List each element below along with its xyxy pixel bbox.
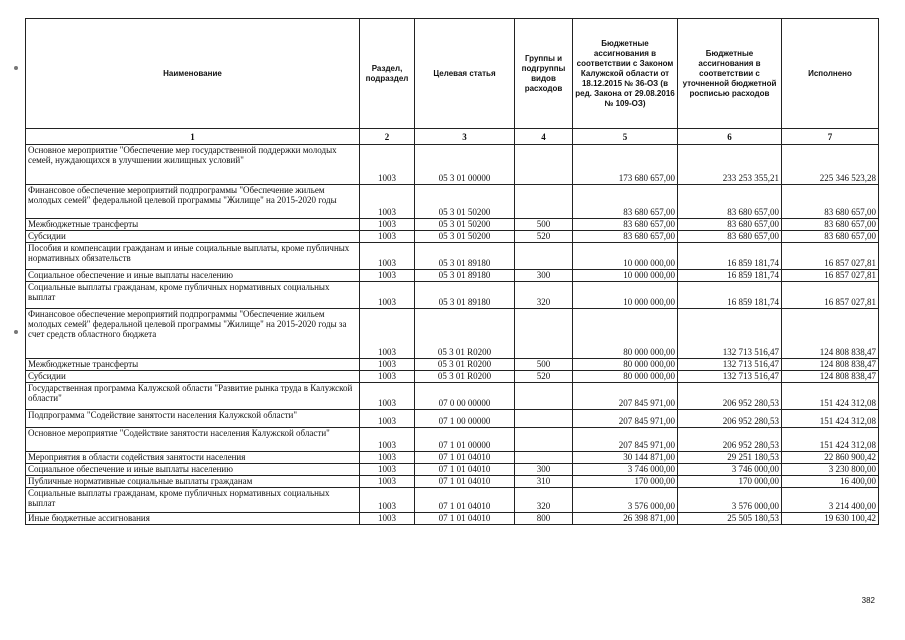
row-refined-allocation: 206 952 280,53 (678, 428, 782, 452)
row-law-allocation: 3 746 000,00 (573, 464, 678, 476)
row-target-article: 07 1 01 00000 (415, 428, 515, 452)
row-section: 1003 (360, 428, 415, 452)
table-row (26, 428, 879, 452)
column-number: 4 (515, 129, 573, 145)
row-section: 1003 (360, 371, 415, 383)
table-row (26, 145, 879, 185)
row-refined-allocation: 3 576 000,00 (678, 488, 782, 513)
row-name: Мероприятия в области содействия занятости населения (26, 452, 360, 464)
row-name: Финансовое обеспечение мероприятий подпрограммы "Обеспечение жильем молодых семей" федеральной целевой программы "Жилище" на 2015-2020 годы за счет средств областного бюджета (26, 309, 360, 359)
column-number: 1 (26, 129, 360, 145)
row-executed: 16 857 027,81 (782, 282, 879, 309)
header-section: Раздел, подраздел (360, 19, 415, 129)
row-expense-group: 520 (515, 231, 573, 243)
row-executed: 124 808 838,47 (782, 359, 879, 371)
row-executed: 83 680 657,00 (782, 231, 879, 243)
row-section: 1003 (360, 282, 415, 309)
row-executed: 19 630 100,42 (782, 513, 879, 525)
row-name: Основное мероприятие "Содействие занятости населения Калужской области" (26, 428, 360, 452)
row-law-allocation: 26 398 871,00 (573, 513, 678, 525)
punch-mark (14, 66, 18, 70)
column-number: 6 (678, 129, 782, 145)
row-section: 1003 (360, 383, 415, 410)
row-refined-allocation: 16 859 181,74 (678, 270, 782, 282)
row-name: Пособия и компенсации гражданам и иные социальные выплаты, кроме публичных нормативных обязательств (26, 243, 360, 270)
row-name: Межбюджетные трансферты (26, 359, 360, 371)
row-refined-allocation: 206 952 280,53 (678, 410, 782, 428)
row-section: 1003 (360, 270, 415, 282)
row-law-allocation: 207 845 971,00 (573, 383, 678, 410)
row-target-article: 05 3 01 50200 (415, 185, 515, 219)
row-expense-group (515, 185, 573, 219)
row-refined-allocation: 233 253 355,21 (678, 145, 782, 185)
row-name: Основное мероприятие "Обеспечение мер государственной поддержки молодых семей, нуждающихся в улучшении жилищных условий" (26, 145, 360, 185)
row-section: 1003 (360, 513, 415, 525)
row-refined-allocation: 83 680 657,00 (678, 231, 782, 243)
row-section: 1003 (360, 488, 415, 513)
row-section: 1003 (360, 464, 415, 476)
row-target-article: 05 3 01 89180 (415, 282, 515, 309)
table-row (26, 270, 879, 282)
row-refined-allocation: 132 713 516,47 (678, 371, 782, 383)
row-law-allocation: 10 000 000,00 (573, 282, 678, 309)
row-section: 1003 (360, 185, 415, 219)
row-law-allocation: 10 000 000,00 (573, 243, 678, 270)
row-name: Субсидии (26, 371, 360, 383)
row-expense-group (515, 243, 573, 270)
column-number: 5 (573, 129, 678, 145)
row-expense-group: 300 (515, 270, 573, 282)
header-refined-allocation: Бюджетные ассигнования в соответствии с уточненной бюджетной росписью расходов (678, 19, 782, 129)
header-target: Целевая статья (415, 19, 515, 129)
table-row (26, 219, 879, 231)
table-row (26, 476, 879, 488)
row-refined-allocation: 16 859 181,74 (678, 282, 782, 309)
row-law-allocation: 80 000 000,00 (573, 309, 678, 359)
column-number: 7 (782, 129, 879, 145)
row-section: 1003 (360, 410, 415, 428)
row-name: Иные бюджетные ассигнования (26, 513, 360, 525)
row-target-article: 07 1 01 04010 (415, 513, 515, 525)
row-expense-group: 320 (515, 488, 573, 513)
row-expense-group (515, 452, 573, 464)
row-name: Социальные выплаты гражданам, кроме публичных нормативных социальных выплат (26, 282, 360, 309)
row-target-article: 07 0 00 00000 (415, 383, 515, 410)
header-law-allocation: Бюджетные ассигнования в соответствии с Законом Калужской области от 18.12.2015 № 36-ОЗ (в ред. Закона от 29.08.2016 № 109-ОЗ) (573, 19, 678, 129)
row-target-article: 05 3 01 50200 (415, 219, 515, 231)
row-section: 1003 (360, 231, 415, 243)
row-name: Социальные выплаты гражданам, кроме публичных нормативных социальных выплат (26, 488, 360, 513)
row-law-allocation: 207 845 971,00 (573, 410, 678, 428)
row-name: Межбюджетные трансферты (26, 219, 360, 231)
row-expense-group: 310 (515, 476, 573, 488)
row-executed: 3 214 400,00 (782, 488, 879, 513)
row-section: 1003 (360, 452, 415, 464)
row-target-article: 07 1 01 04010 (415, 452, 515, 464)
row-law-allocation: 80 000 000,00 (573, 371, 678, 383)
table-row (26, 359, 879, 371)
row-expense-group: 320 (515, 282, 573, 309)
row-expense-group (515, 428, 573, 452)
table-body (26, 145, 879, 525)
row-executed: 124 808 838,47 (782, 309, 879, 359)
row-law-allocation: 10 000 000,00 (573, 270, 678, 282)
row-target-article: 07 1 01 04010 (415, 464, 515, 476)
row-executed: 83 680 657,00 (782, 185, 879, 219)
table-row (26, 282, 879, 309)
row-name: Подпрограмма "Содействие занятости населения Калужской области" (26, 410, 360, 428)
row-executed: 83 680 657,00 (782, 219, 879, 231)
row-law-allocation: 83 680 657,00 (573, 185, 678, 219)
table-row (26, 371, 879, 383)
row-target-article: 05 3 01 89180 (415, 270, 515, 282)
row-section: 1003 (360, 359, 415, 371)
row-refined-allocation: 25 505 180,53 (678, 513, 782, 525)
row-refined-allocation: 16 859 181,74 (678, 243, 782, 270)
row-refined-allocation: 132 713 516,47 (678, 359, 782, 371)
row-expense-group (515, 410, 573, 428)
page-number: 382 (861, 596, 875, 605)
row-law-allocation: 83 680 657,00 (573, 219, 678, 231)
row-expense-group: 300 (515, 464, 573, 476)
row-executed: 151 424 312,08 (782, 428, 879, 452)
table-row (26, 383, 879, 410)
row-section: 1003 (360, 243, 415, 270)
header-name: Наименование (26, 19, 360, 129)
table-row (26, 231, 879, 243)
header-groups: Группы и подгруппы видов расходов (515, 19, 573, 129)
row-target-article: 05 3 01 R0200 (415, 371, 515, 383)
row-executed: 22 860 900,42 (782, 452, 879, 464)
row-refined-allocation: 29 251 180,53 (678, 452, 782, 464)
row-expense-group: 500 (515, 219, 573, 231)
table-row (26, 464, 879, 476)
row-refined-allocation: 3 746 000,00 (678, 464, 782, 476)
row-section: 1003 (360, 309, 415, 359)
row-executed: 151 424 312,08 (782, 383, 879, 410)
row-refined-allocation: 132 713 516,47 (678, 309, 782, 359)
row-law-allocation: 83 680 657,00 (573, 231, 678, 243)
row-executed: 225 346 523,28 (782, 145, 879, 185)
row-name: Социальное обеспечение и иные выплаты населению (26, 464, 360, 476)
table-row (26, 243, 879, 270)
table-row (26, 309, 879, 359)
budget-table (25, 18, 879, 525)
column-number-row (26, 129, 879, 145)
row-name: Субсидии (26, 231, 360, 243)
table-row (26, 185, 879, 219)
row-target-article: 05 3 01 00000 (415, 145, 515, 185)
row-refined-allocation: 83 680 657,00 (678, 185, 782, 219)
row-expense-group: 520 (515, 371, 573, 383)
row-target-article: 05 3 01 R0200 (415, 359, 515, 371)
row-executed: 151 424 312,08 (782, 410, 879, 428)
row-section: 1003 (360, 145, 415, 185)
table-row (26, 513, 879, 525)
row-law-allocation: 30 144 871,00 (573, 452, 678, 464)
table-row (26, 488, 879, 513)
header-row (26, 19, 879, 129)
row-target-article: 05 3 01 R0200 (415, 309, 515, 359)
row-expense-group (515, 383, 573, 410)
punch-mark (14, 330, 18, 334)
row-law-allocation: 170 000,00 (573, 476, 678, 488)
row-section: 1003 (360, 476, 415, 488)
row-law-allocation: 173 680 657,00 (573, 145, 678, 185)
row-refined-allocation: 83 680 657,00 (678, 219, 782, 231)
row-law-allocation: 207 845 971,00 (573, 428, 678, 452)
row-refined-allocation: 206 952 280,53 (678, 383, 782, 410)
row-target-article: 07 1 01 04010 (415, 488, 515, 513)
row-expense-group (515, 145, 573, 185)
row-executed: 16 857 027,81 (782, 243, 879, 270)
row-target-article: 07 1 01 04010 (415, 476, 515, 488)
header-executed: Исполнено (782, 19, 879, 129)
row-name: Публичные нормативные социальные выплаты гражданам (26, 476, 360, 488)
row-expense-group (515, 309, 573, 359)
row-executed: 16 400,00 (782, 476, 879, 488)
table-row (26, 410, 879, 428)
row-executed: 16 857 027,81 (782, 270, 879, 282)
column-number: 2 (360, 129, 415, 145)
table-row (26, 452, 879, 464)
row-name: Финансовое обеспечение мероприятий подпрограммы "Обеспечение жильем молодых семей" федеральной целевой программы "Жилище" на 2015-2020 годы (26, 185, 360, 219)
row-law-allocation: 3 576 000,00 (573, 488, 678, 513)
row-executed: 3 230 800,00 (782, 464, 879, 476)
row-expense-group: 800 (515, 513, 573, 525)
row-law-allocation: 80 000 000,00 (573, 359, 678, 371)
column-number: 3 (415, 129, 515, 145)
row-refined-allocation: 170 000,00 (678, 476, 782, 488)
row-name: Государственная программа Калужской области "Развитие рынка труда в Калужской области" (26, 383, 360, 410)
row-name: Социальное обеспечение и иные выплаты населению (26, 270, 360, 282)
row-expense-group: 500 (515, 359, 573, 371)
row-target-article: 05 3 01 89180 (415, 243, 515, 270)
row-executed: 124 808 838,47 (782, 371, 879, 383)
row-section: 1003 (360, 219, 415, 231)
row-target-article: 07 1 00 00000 (415, 410, 515, 428)
row-target-article: 05 3 01 50200 (415, 231, 515, 243)
